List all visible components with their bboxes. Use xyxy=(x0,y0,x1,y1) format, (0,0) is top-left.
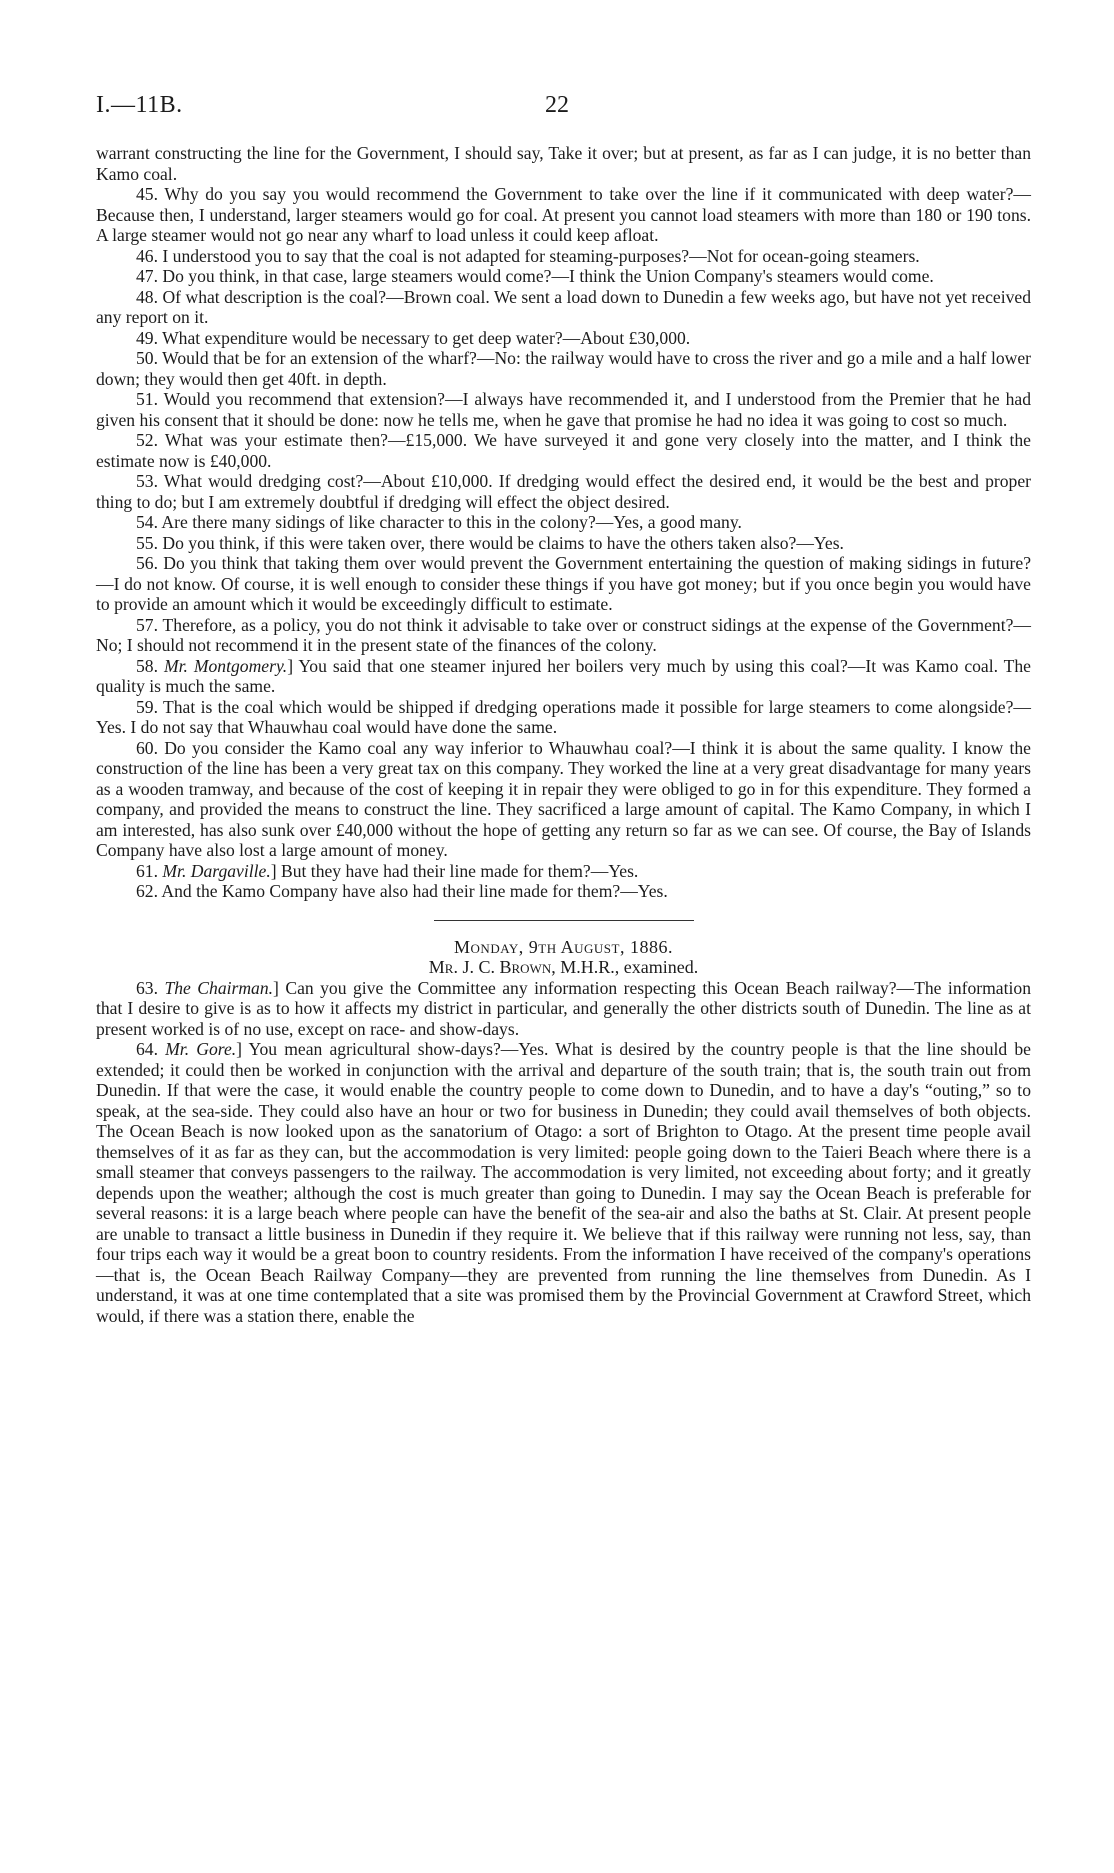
paragraph-text: ] You mean agricultural show-days?—Yes. What is desired by the country people is that the line should be extended; it could then be worked in conjunction with the arrival and departure of the south train; that is, the south train out from Dunedin. If that were the case, it would enable the country people to come down to Dunedin, and to have a day's “outing,” so to speak, at the sea-side. They could also have an hour or two for business in Dunedin; they could avail themselves of both objects. The Ocean Beach is now looked upon as the sanatorium of Otago: a sort of Brighton to Otago. At the present time people avail themselves of it as far as they can, but the accommodation is very limited: people going down to the Taieri Beach where there is a small steamer that conveys passengers to the railway. The accommodation is very limited, not exceeding about forty; and it greatly depends upon the weather; although the cost is much greater than going to Dunedin. I may say the Ocean Beach is preferable for several reasons: it is a large beach where people can have the benefit of the sea-air and also the baths at St. Clair. At present people are unable to transact a little business in Dunedin if they require it. We believe that if this railway were running not less, say, than four trips each way it would be a great boon to country residents. From the information I have received of the company's operations—that is, the Ocean Beach Railway Company—they are prevented from running the line themselves from Dunedin. As I understand, it was at one time contemplated that a site was promised them by the Provincial Government at Crawford Street, which would, if there was a station there, enable the xyxy=(96,1039,1031,1326)
paragraph: 53. What would dredging cost?—About £10,000. If dredging would effect the desired end, it would be the best and proper thing to do; but I am extremely doubtful if dredging will effect the object desired. xyxy=(96,471,1031,512)
paragraph: warrant constructing the line for the Government, I should say, Take it over; but at present, as far as I can judge, it is no better than Kamo coal. xyxy=(96,143,1031,184)
paragraph: 59. That is the coal which would be shipped if dredging operations made it possible for large steamers to come alongside?—Yes. I do not say that Whauwhau coal would have done the same. xyxy=(96,696,1031,737)
paragraph xyxy=(96,1039,1031,1326)
paragraph: 46. I understood you to say that the coal is not adapted for steaming-purposes?—Not for ocean-going steamers. xyxy=(136,245,920,266)
witness-suffix: , examined. xyxy=(614,957,699,977)
question-number: 61. xyxy=(136,860,158,881)
paragraph-text: ] Can you give the Committee any information respecting this Ocean Beach railway?—The information that I desire to give is as to how it affects my district in particular, and generally the other districts south of Dunedin. The line as at present worked is of no use, except on race- and show-days. xyxy=(96,977,1031,1039)
section-divider xyxy=(434,920,694,921)
question-number: 64. xyxy=(136,1039,158,1059)
witness-heading xyxy=(96,957,1031,978)
paragraph: 47. Do you think, in that case, large steamers would come?—I think the Union Company's steamers would come. xyxy=(136,266,934,286)
document-reference: I.—11B. xyxy=(96,92,183,118)
speaker-name: Mr. Montgomery. xyxy=(163,655,288,676)
page-header xyxy=(96,92,1018,126)
question-number: 58. xyxy=(136,655,158,676)
page-body xyxy=(96,143,1031,1326)
paragraph: 60. Do you consider the Kamo coal any way inferior to Whauwhau coal?—I think it is about the same quality. I know the construction of the line has been a very great tax on this company. They worked the line at a very great disadvantage for many years as a wooden tramway, and because of the cost of keeping it in repair they were obliged to go in for this expenditure. They formed a company, and provided the means to construct the line. They sacrificed a large amount of capital. The Kamo Company, in which I am interested, has also sunk over £40,000 without the hope of getting any return so far as we can see. Of course, the Bay of Islands Company have also lost a large amount of money. xyxy=(96,737,1031,860)
paragraph: 51. Would you recommend that extension?—I always have recommended it, and I understood from the Premier that he had given his consent that it should be done: now he tells me, when he gave that promise he had no idea it was going to cost so much. xyxy=(96,389,1031,430)
paragraph: 49. What expenditure would be necessary to get deep water?—About £30,000. xyxy=(136,327,691,348)
speaker-name: Mr. Dargaville. xyxy=(162,860,271,881)
witness-name: Mr. J. C. Brown, M.H.R. xyxy=(428,957,615,977)
paragraph: 50. Would that be for an extension of the wharf?—No: the railway would have to cross the river and go a mile and a half lower down; they would then get 40ft. in depth. xyxy=(96,348,1031,389)
paragraph: 57. Therefore, as a policy, you do not think it advisable to take over or construct sidings at the expense of the Government?—No; I should not recommend it in the present state of the finances of the colony. xyxy=(96,614,1031,655)
paragraph: 56. Do you think that taking them over would prevent the Government entertaining the question of making sidings in future?—I do not know. Of course, it is well enough to consider these things if you have got money; but if you once begin you would have to provide an amount which it would be exceedingly difficult to estimate. xyxy=(96,553,1031,614)
paragraph: 62. And the Kamo Company have also had their line made for them?—Yes. xyxy=(136,881,668,901)
paragraph: 54. Are there many sidings of like character to this in the colony?—Yes, a good many. xyxy=(136,512,742,532)
speaker-name: Mr. Gore. xyxy=(165,1039,237,1059)
paragraph xyxy=(96,861,1031,882)
paragraph: 48. Of what description is the coal?—Brown coal. We sent a load down to Dunedin a few weeks ago, but have not yet received any report on it. xyxy=(96,286,1031,327)
paragraph-text: ] You said that one steamer injured her boilers very much by using this coal?—It was Kamo coal. The quality is much the same. xyxy=(96,655,1031,696)
paragraph: 52. What was your estimate then?—£15,000. We have surveyed it and gone very closely into the matter, and I think the estimate now is £40,000. xyxy=(96,430,1031,471)
page-number: 22 xyxy=(545,92,569,118)
question-number: 63. xyxy=(136,977,158,998)
paragraph: 55. Do you think, if this were taken over, there would be claims to have the others taken also?—Yes. xyxy=(136,532,844,553)
paragraph-text: ] But they have had their line made for them?—Yes. xyxy=(270,860,639,881)
paragraph xyxy=(96,978,1031,1040)
paragraph: 45. Why do you say you would recommend the Government to take over the line if it communicated with deep water?—Because then, I understand, larger steamers would go for coal. At present you cannot load steamers with more than 180 or 190 tons. A large steamer would not go near any wharf to load unless it could keep afloat. xyxy=(96,184,1031,245)
speaker-name: The Chairman. xyxy=(164,977,274,998)
paragraph xyxy=(96,656,1031,697)
session-date: Monday, 9th August, 1886. xyxy=(454,936,673,957)
